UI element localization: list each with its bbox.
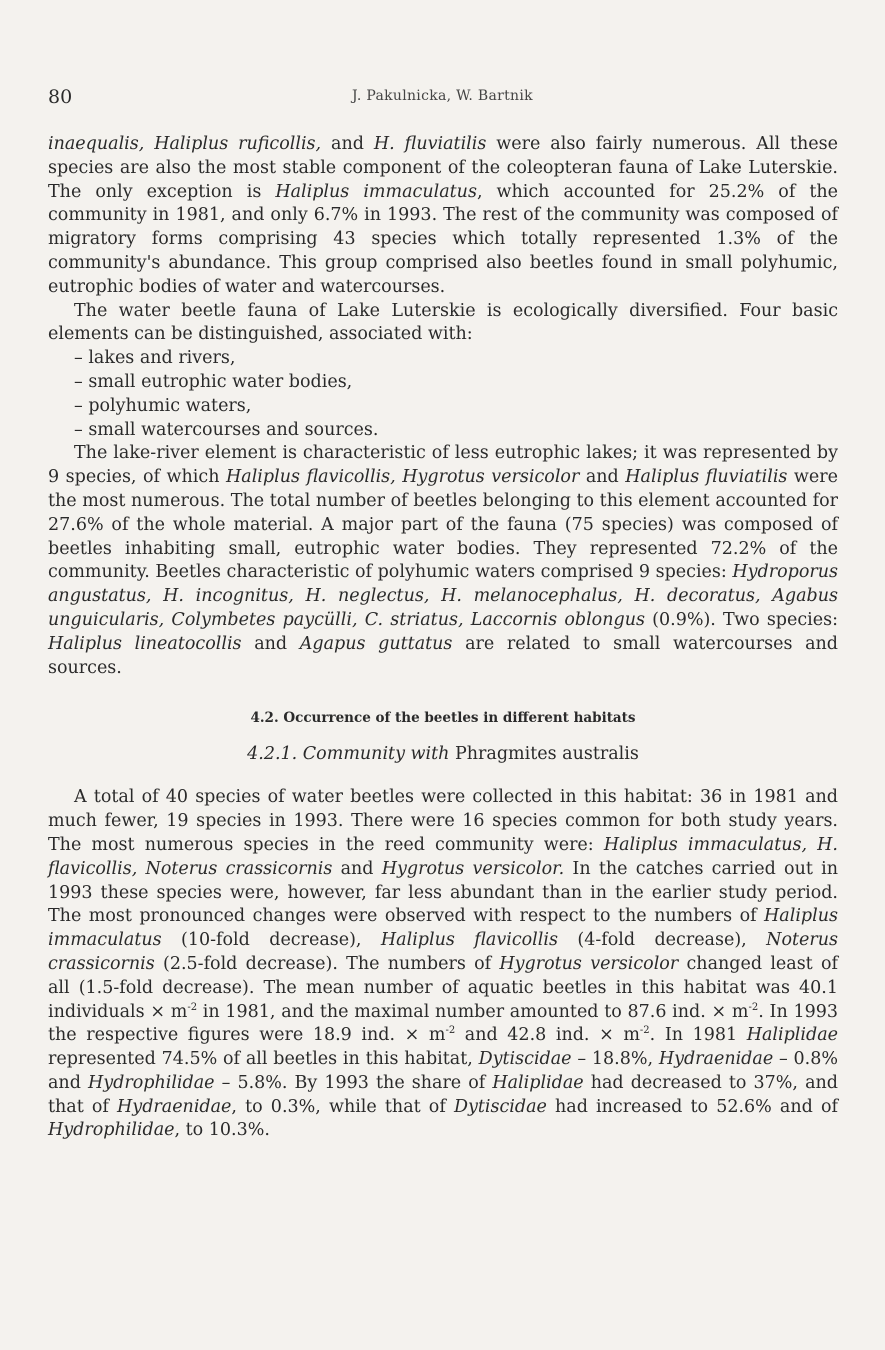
text-run: were also fairly numerous. All these species are also the most stable component of the coleopteran fauna of Lake Luterskie. The only exception is bbox=[48, 134, 838, 202]
species-name: H. fluviatilis bbox=[373, 134, 487, 154]
text-run: . In 1981 bbox=[649, 1025, 747, 1046]
exponent: -2 bbox=[445, 1025, 456, 1037]
species-name: Hydroporus angustatus, H. incognitus, H. neglectus, H. melanocephalus, H. decoratus, Agabus unguicularis, Colymbetes paycülli, C. striatus, Laccornis oblongus bbox=[48, 562, 838, 630]
text-run: , to 10.3%. bbox=[174, 1120, 270, 1141]
text-run: and bbox=[332, 858, 382, 879]
species-name: Haliplus flavicollis, Hygrotus versicolor bbox=[226, 467, 580, 488]
species-name: Noterus crassicornis bbox=[48, 930, 838, 974]
text-run: and bbox=[241, 633, 300, 654]
species-name: Hygrotus versicolor. bbox=[381, 858, 565, 879]
text-run: , which accounted for 25.2% of the community in 1981, and only 6.7% in 1993. The rest of the community was composed of migratory forms comprising 43 species which totally represented 1.3% of the community's abundance. This group comprised also beetles found in small polyhumic, eutrophic bodies of water and watercourses. bbox=[48, 181, 838, 297]
text-run: represented 74.5% of all beetles in this habitat, bbox=[48, 1049, 479, 1070]
text-run: and bbox=[321, 134, 374, 154]
family-name: Haliplidae bbox=[492, 1072, 584, 1093]
page-header bbox=[48, 86, 837, 110]
running-head: J. Pakulnicka, W. Bartnik bbox=[352, 88, 533, 104]
text-run: changed least of all (1.5-fold decrease). The mean number of aquatic beetles in this habitat was 40.1 individuals × m bbox=[48, 953, 839, 1022]
text-run: The lake-river element is characteristic of less eutrophic lakes; it was represented by 9 species, of which bbox=[48, 443, 838, 488]
text-run: – 5.8%. By 1993 the share of bbox=[214, 1072, 493, 1093]
text-run: . In 1993 the respective figures were 18.9 ind. × m bbox=[48, 1001, 838, 1046]
text-run: (0.9%). Two species: bbox=[644, 609, 838, 630]
exponent: -2 bbox=[187, 1001, 198, 1013]
text-run: , to 0.3%, while that of bbox=[231, 1096, 454, 1117]
subsection-taxon: Phragmites australis bbox=[449, 744, 639, 765]
family-name: Hydraenidae bbox=[117, 1096, 232, 1117]
species-name: Hygrotus versicolor bbox=[499, 953, 679, 974]
species-name: Agapus guttatus bbox=[299, 633, 453, 654]
exponent: -2 bbox=[639, 1025, 650, 1037]
text-run: in 1981, and the maximal number amounted to 87.6 ind. × m bbox=[197, 1001, 749, 1022]
paragraph-1 bbox=[48, 133, 838, 300]
subsection-prefix: 4.2.1. Community with bbox=[247, 744, 450, 765]
text-run: had increased to 52.6% and of bbox=[546, 1096, 838, 1117]
family-name: Hydraenidae bbox=[658, 1049, 774, 1070]
text-run: and 42.8 ind. × m bbox=[455, 1025, 640, 1046]
text-run: A total of 40 species of water beetles were collected in this habitat: 36 in 1981 and much fewer, 19 species in 1993. There were 16 species common for both study years. The most numerous species in the reed community were: bbox=[48, 787, 838, 855]
text-run: – 18.8%, bbox=[571, 1049, 659, 1070]
text-run: (4-fold decrease), bbox=[557, 930, 767, 951]
text-run: (10-fold decrease), bbox=[161, 930, 381, 951]
text-run: were the most numerous. The total number of beetles belonging to this element accounted for 27.6% of the whole material. A major part of the fauna (75 species) was composed of beetles inhabiting small, eutrophic water bodies. They represented 72.2% of the community. Beetles characteristic of polyhumic waters comprised 9 species: bbox=[48, 467, 838, 583]
text-run: In the catches carried out in 1993 these species were, however, far less abundant than in the earlier study period. The most pronounced changes were observed with respect to the numbers of bbox=[48, 858, 839, 927]
text-run: are related to small watercourses and sources. bbox=[48, 633, 839, 678]
page-number: 80 bbox=[48, 86, 73, 108]
text-run: had decreased to 37%, and that of bbox=[48, 1072, 838, 1117]
species-name: Haliplus immaculatus, H. flavicollis, Noterus crassicornis bbox=[48, 834, 838, 879]
paragraph-4 bbox=[48, 786, 838, 1143]
family-name: Dytiscidae bbox=[453, 1096, 547, 1117]
text-run: – 0.8% and bbox=[48, 1049, 838, 1093]
subsection-heading bbox=[48, 742, 838, 766]
species-name: Haliplus immaculatus bbox=[275, 181, 477, 202]
exponent: -2 bbox=[748, 1001, 759, 1013]
list-item: – small watercourses and sources. bbox=[74, 419, 379, 440]
list-item: – small eutrophic water bodies, bbox=[74, 371, 353, 392]
text-run: (2.5-fold decrease). The numbers of bbox=[154, 953, 500, 974]
family-name: Hydrophilidae bbox=[88, 1072, 215, 1093]
element-list bbox=[48, 347, 838, 442]
body-text bbox=[48, 133, 838, 1143]
list-item: – lakes and rivers, bbox=[74, 348, 236, 369]
species-name: inaequalis, Haliplus ruficollis, bbox=[48, 134, 322, 154]
family-name: Dytiscidae bbox=[478, 1049, 572, 1070]
family-name: Hydrophilidae bbox=[48, 1120, 175, 1141]
list-item: – polyhumic waters, bbox=[74, 395, 252, 416]
species-name: Haliplus immaculatus bbox=[48, 906, 838, 951]
paragraph-2: The water beetle fauna of Lake Luterskie is ecologically diversified. Four basic elements can be distinguished, associated with: bbox=[48, 300, 838, 345]
text-run: and bbox=[579, 467, 626, 488]
section-heading: 4.2. Occurrence of the beetles in different habitats bbox=[250, 710, 636, 727]
paragraph-3 bbox=[48, 442, 838, 680]
species-name: Haliplus fluviatilis bbox=[625, 467, 788, 488]
species-name: Haliplus flavicollis bbox=[380, 930, 558, 951]
family-name: Haliplidae bbox=[746, 1025, 838, 1046]
species-name: Haliplus lineatocollis bbox=[48, 633, 242, 654]
